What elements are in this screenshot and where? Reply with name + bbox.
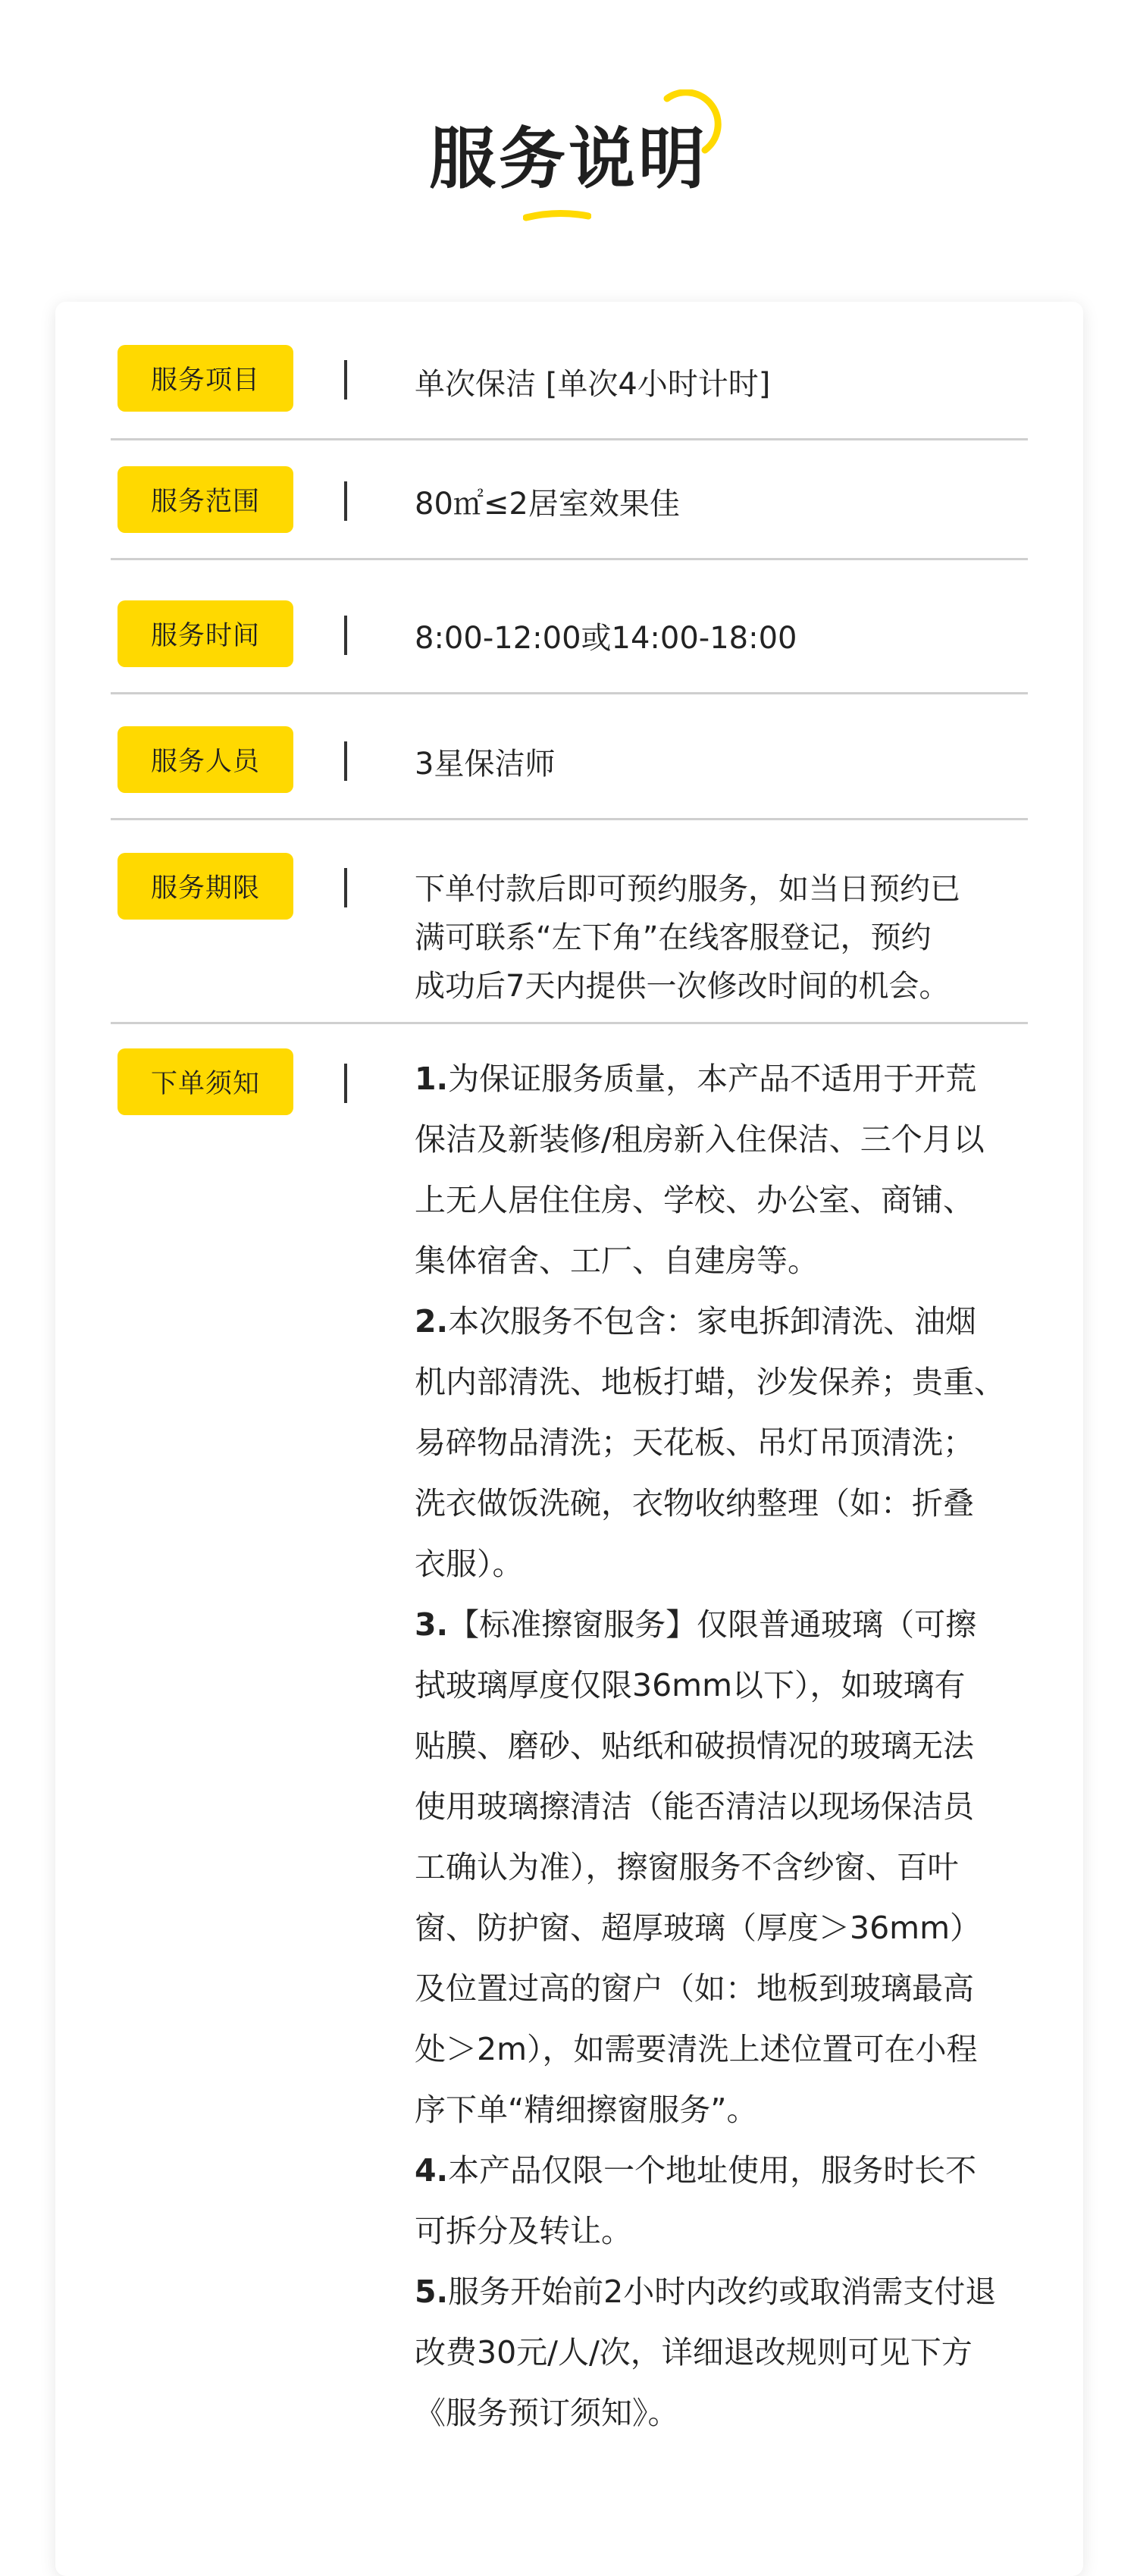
tag-service-period: 服务期限 (117, 853, 293, 920)
tag-service-staff: 服务人员 (117, 726, 293, 793)
value-service-period (415, 865, 1097, 1011)
tag-order-notice: 下单须知 (117, 1048, 293, 1115)
value-service-staff: 3星保洁师 (415, 747, 556, 782)
row-divider (111, 558, 1028, 560)
period-line: 下单付款后即可预约服务，如当日预约已 (415, 872, 960, 907)
period-line: 满可联系“左下角”在线客服登记，预约 (415, 920, 932, 955)
tag-service-item: 服务项目 (117, 345, 293, 412)
notice-item-2: 2.本次服务不包含：家电拆卸清洗、油烟 机内部清洗、地板打蜡，沙发保养；贵重、 易碎物品清洗；天花板、吊灯吊顶清洗； 洗衣做饭洗碗，衣物收纳整理（如：折叠 衣服）。 (415, 1303, 1005, 1582)
notice-item-1: 1.为保证服务质量，本产品不适用于开荒 保洁及新装修/租房新入住保洁、三个月以 上无人居住住房、学校、办公室、商铺、 集体宿舍、工厂、自建房等。 (415, 1061, 985, 1279)
separator-bar (344, 481, 347, 521)
value-service-time: 8:00-12:00或14:00-18:00 (415, 621, 797, 656)
separator-bar (344, 360, 347, 400)
row-service-scope (55, 466, 1083, 534)
value-service-scope: 80㎡≤2居室效果佳 (415, 487, 680, 522)
row-order-notice (55, 1048, 1083, 2489)
value-service-item: 单次保洁 [单次4小时计时] (415, 367, 771, 402)
row-service-time (55, 600, 1083, 669)
page-title: 服务说明 (428, 120, 708, 198)
row-divider (111, 438, 1028, 440)
tag-service-time: 服务时间 (117, 600, 293, 667)
tag-service-scope: 服务范围 (117, 466, 293, 533)
row-divider (111, 1022, 1028, 1024)
page-header (0, 0, 1137, 288)
notice-item-5: 5.服务开始前2小时内改约或取消需支付退 改费30元/人/次，详细退改规则可见下方 《服务预订须知》。 (415, 2274, 997, 2431)
notice-list (415, 1048, 1104, 2443)
separator-bar (344, 616, 347, 655)
separator-bar (344, 868, 347, 907)
period-line: 成功后7天内提供一次修改时间的机会。 (415, 969, 950, 1004)
title-underline (523, 208, 591, 222)
separator-bar (344, 741, 347, 781)
row-service-staff (55, 726, 1083, 794)
row-divider (111, 692, 1028, 694)
row-divider (111, 818, 1028, 820)
notice-item-4: 4.本产品仅限一个地址使用，服务时长不 可拆分及转让。 (415, 2152, 977, 2249)
notice-item-3: 3.【标准擦窗服务】仅限普通玻璃（可擦 拭玻璃厚度仅限36mm以下），如玻璃有 贴膜、磨砂、贴纸和破损情况的玻璃无法 使用玻璃擦清洁（能否清洁以现场保洁员 工确认为准），擦窗服务不含纱窗、百叶 窗、防护窗、超厚玻璃（厚度＞36mm） 及位置过高的窗户（如：地板到玻璃最高 处＞2m），如需要清洗上述位置可在小程 序下单“精细擦窗服务”。 (415, 1606, 982, 2128)
separator-bar (344, 1064, 347, 1103)
row-service-period (55, 853, 1083, 1004)
row-service-item (55, 345, 1083, 413)
title-decoration-arc (652, 89, 728, 165)
